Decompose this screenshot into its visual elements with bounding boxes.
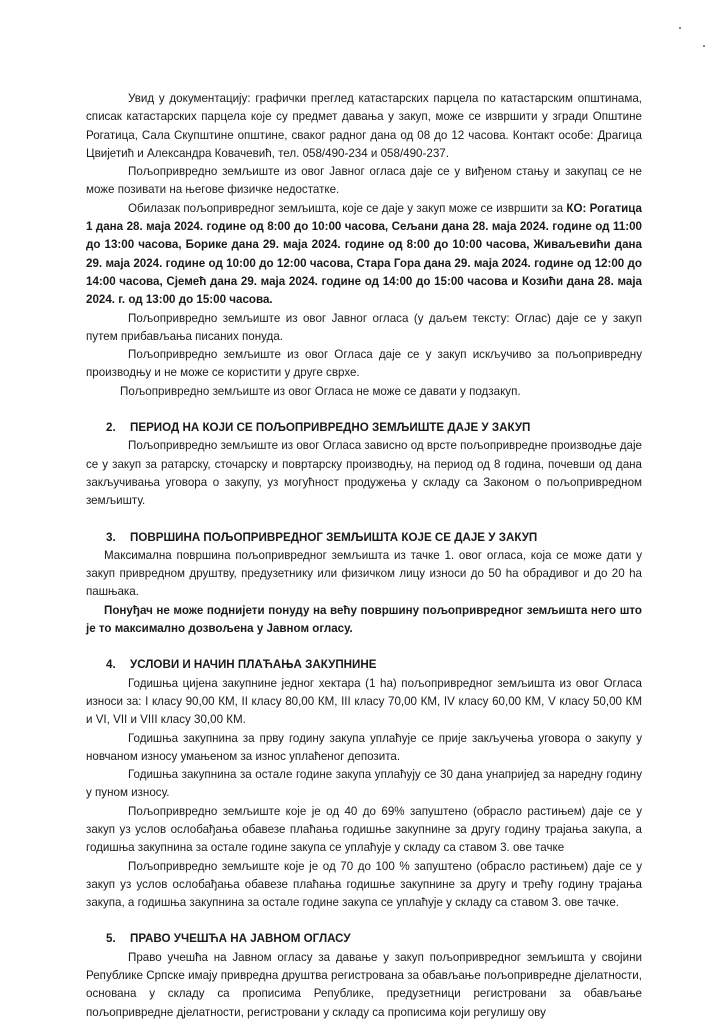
section-paragraph: Максимална површина пољопривредног земљишта из тачке 1. овог огласа, која се може дати у закуп привредном друштву, предузетнику или физичком лицу износи до 50 ha обрадивог и до 20 ha пашњака. bbox=[86, 548, 642, 599]
section-number: 3. bbox=[106, 530, 116, 544]
section-number: 4. bbox=[106, 658, 116, 672]
inspection-schedule: КО: Рогатица 1 дана 28. маја 2024. године од 8:00 до 10:00 часова, Сељани дана 28. маја 2024. године од 11:00 до 13:00 часова, Борике дана 29. маја 2024. године од 8:00 до 10:00 часова, Живаљевићи дана 29. маја 2024. године од 10:00 до 12:00 часова, Стара Гора дана 29. маја 2024. године од 12:00 до 14:00 часова, Сјемећ дана 29. маја 2024. године од 14:00 до 15:00 часова и Козићи дана 28. маја 2024. г. од 13:00 до 15:00 часова. bbox=[86, 201, 642, 307]
section-paragraph: Годишња закупнина за прву годину закупа уплаћује се прије закључења уговора о закупу у новчаном износу умањеном за износ уплаћеног депозита. bbox=[86, 731, 642, 763]
section-paragraph: Годишња цијена закупнине једног хектара (1 ha) пољопривредног земљишта из овог Огласа износи за: I класу 90,00 КМ, II класу 80,00 КМ, III класу 70,00 КМ, IV класу 60,00 КМ, V класу 50,00 КМ и VI, VII и VIII класу 30,00 КМ. bbox=[86, 676, 642, 727]
section-paragraph: Пољопривредно земљиште из овог Огласа зависно од врсте пољопривредне производње даје се у закуп за ратарску, сточарску и повртарску производњу, на период од 8 година, почевши од дана закључивања уговора о закупу, уз могућност продужења у складу са Законом о пољопривредном земљишту. bbox=[86, 439, 642, 508]
intro-paragraph-condition: Пољопривредно земљиште из овог Јавног огласа даје се у виђеном стању и закупац се не може позивати на његове физичке недостатке. bbox=[86, 165, 642, 197]
section-paragraph: Пољопривредно земљиште које је од 70 до 100 % запуштено (обрасло растињем) даје се у закуп уз услов ослобађања обавезе плаћања годишње закупнине за другу и трећу годину трајања закупа, а годишња закупнина за остале године закупа се уплаћује у складу са ставом 3. ове тачке. bbox=[86, 859, 642, 910]
section-heading bbox=[86, 930, 642, 948]
section-heading bbox=[86, 419, 642, 437]
intro-paragraph-purpose: Пољопривредно земљиште из овог Огласа даје се у закуп искључиво за пољопривредну производњу и не може се користити у друге сврхе. bbox=[86, 348, 642, 380]
section-heading bbox=[86, 656, 642, 674]
section-number: 2. bbox=[106, 421, 116, 435]
section-paragraph-bold: Понуђач не може поднијети понуду на већу површину пољопривредног земљишта него што је то максимално дозвољена у Јавном огласу. bbox=[86, 603, 642, 636]
inspection-lead: Обилазак пољопривредног земљишта, које се даје у закуп може се извршити за bbox=[128, 201, 567, 215]
scan-speck bbox=[679, 27, 681, 29]
section-number: 5. bbox=[106, 932, 116, 946]
intro-paragraph-sublease: Пољопривредно земљиште из овог Огласа не може се давати у подзакуп. bbox=[120, 384, 521, 398]
section-title: УСЛОВИ И НАЧИН ПЛАЋАЊА ЗАКУПНИНЕ bbox=[130, 658, 377, 672]
section-paragraph: Пољопривредно земљиште које је од 40 до 69% запуштено (обрасло растињем) даје се у закуп уз услов ослобађања обавезе плаћања годишње закупнине за другу годину трајања закупа, а годишња закупнина за остале године закупа се уплаћује у складу са ставом 3. ове тачке bbox=[86, 804, 642, 855]
intro-paragraph-inspection bbox=[86, 200, 642, 310]
section-paragraph: Право учешћа на Јавном огласу за давање у закуп пољопривредног земљишта у својини Републике Српске имају привредна друштва регистрована за обављање пољопривредне дјелатности, основана у складу са прописима Републике, предузетници регистровани за обављање пољопривредне дјелатности, регистровани у складу са прописима који регулишу ову bbox=[86, 950, 642, 1019]
section-title: ПЕРИОД НА КОЈИ СЕ ПОЉОПРИВРЕДНО ЗЕМЉИШТЕ ДАЈЕ У ЗАКУП bbox=[130, 421, 531, 435]
intro-paragraph-documentation: Увид у документацију: графички преглед катастарских парцела по катастарским општинама, списак катастарских парцела које су предмет давања у закуп, може се извршити у згради Општине Рогатица, Сала Скупштине општине, сваког радног дана од 08 до 12 часова. Контакт особе: Драгица Цвијетић и Александра Ковачевић, тел. 058/490-234 и 058/490-237. bbox=[86, 92, 642, 160]
section-heading bbox=[86, 529, 642, 547]
intro-paragraph-method: Пољопривредно земљиште из овог Јавног огласа (у даљем тексту: Оглас) даје се у закуп путем прибављања писаних понуда. bbox=[86, 311, 642, 343]
section-title: ПОВРШИНА ПОЉОПРИВРЕДНОГ ЗЕМЉИШТА КОЈЕ СЕ ДАЈЕ У ЗАКУП bbox=[130, 530, 538, 544]
section-title: ПРАВО УЧЕШЋА НА ЈАВНОМ ОГЛАСУ bbox=[130, 932, 351, 946]
scan-speck bbox=[703, 45, 705, 47]
section-paragraph: Годишња закупнина за остале године закупа уплаћују се 30 дана унапријед за наредну годину у пуном износу. bbox=[86, 768, 642, 800]
document-page bbox=[86, 90, 642, 1022]
